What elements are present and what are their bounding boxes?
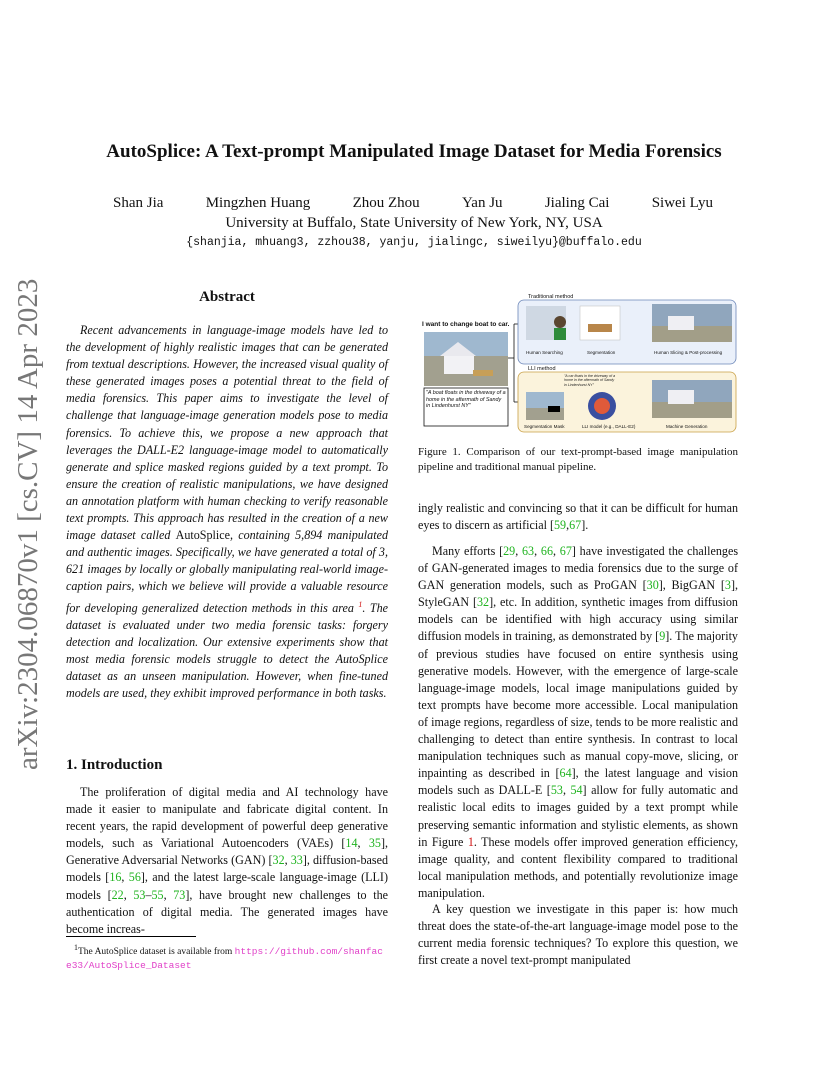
lli-prompt-quote: "A car floats in the driveway of a home in the aftermath of Sandy in Lindenhurst NY" bbox=[564, 374, 616, 387]
citation-link[interactable]: 64 bbox=[559, 766, 572, 781]
footnote: $^1$The AutoSplice dataset is available from https://github.com/shanface33/AutoSplice_Dataset bbox=[66, 943, 383, 972]
citation-link[interactable]: 56 bbox=[128, 870, 141, 885]
citation-link[interactable]: 3 bbox=[724, 578, 731, 593]
citation-link[interactable]: 16 bbox=[109, 870, 122, 885]
citation-link[interactable]: 32 bbox=[476, 595, 490, 610]
citation-link[interactable]: 53 bbox=[550, 783, 563, 798]
prompt-title: I want to change boat to car. bbox=[422, 321, 510, 328]
citation-link[interactable]: 33 bbox=[290, 853, 303, 868]
citation-link[interactable]: 22 bbox=[111, 887, 124, 902]
author-emails: {shanjia, mhuang3, zzhou38, yanju, jialingc, siweilyu}@buffalo.edu bbox=[186, 236, 642, 249]
caption-quote: "A boat floats in the driveway of a home in the aftermath of Sandy in Lindenhurst NY" bbox=[426, 390, 506, 410]
section-heading-introduction: 1. Introduction bbox=[66, 757, 163, 773]
citation-link[interactable]: 67 bbox=[569, 518, 582, 533]
citation-link[interactable]: 29 bbox=[503, 544, 516, 558]
segmentation-illustration bbox=[580, 306, 620, 340]
citation-link[interactable]: 53 bbox=[133, 887, 146, 902]
author-list bbox=[113, 195, 713, 212]
traditional-method-label: Traditional method bbox=[528, 294, 574, 300]
introduction-body: The proliferation of digital media and AI technology have made it easier to manipulate and fabricate digital content. In recent years, the rapid development of powerful deep generative models, such as Variational Autoencoders (VAEs) [14, 35], Generative Adversarial Networks (GAN) [32, 33], diffusion-based models [16, 56], and the latest large-scale language-image (LLI) models [22, 53–55, 73], have brought new challenges to the authentication of digital media. The generated images have become increas- bbox=[66, 785, 388, 936]
citation-link[interactable]: 30 bbox=[646, 578, 659, 593]
citation-link[interactable]: 9 bbox=[659, 629, 666, 644]
figure-link[interactable]: 1 bbox=[467, 834, 474, 849]
author-name: Siwei Lyu bbox=[651, 195, 713, 211]
step-human-searching: Human Searching bbox=[526, 350, 563, 355]
citation-link[interactable]: 66 bbox=[540, 544, 553, 558]
arxiv-identifier: arXiv:2304.06870v1 [cs.CV] 14 Apr 2023 bbox=[12, 278, 44, 770]
step-segmentation: Segmentation bbox=[587, 350, 616, 355]
citation-link[interactable]: 35 bbox=[368, 836, 381, 851]
paragraph: A key question we investigate in this paper is: how much threat does the state-of-the-art language-image model pose to the current media forensic techniques? To explore this question, we first create a novel text-prompt manipulated bbox=[418, 902, 738, 968]
author-name: Shan Jia bbox=[113, 195, 164, 211]
footnote-marker[interactable]: 1 bbox=[358, 599, 363, 609]
paragraph: ingly realistic and convincing so that it can be difficult for human eyes to discern as artificial [59,67]. bbox=[418, 501, 738, 533]
figure-caption: Figure 1. Comparison of our text-prompt-based image manipulation pipeline and traditional manual pipeline. bbox=[418, 446, 738, 473]
abstract-heading: Abstract bbox=[199, 289, 255, 305]
lli-method-label: LLI method bbox=[528, 366, 556, 372]
citation-link[interactable]: 67 bbox=[559, 544, 572, 558]
citation-link[interactable]: 54 bbox=[570, 783, 583, 798]
author-name: Jialing Cai bbox=[544, 195, 610, 211]
citation-link[interactable]: 59 bbox=[554, 518, 567, 533]
citation-link[interactable]: 63 bbox=[522, 544, 535, 558]
citation-link[interactable]: 55 bbox=[151, 887, 164, 902]
citation-link[interactable]: 32 bbox=[272, 853, 285, 868]
author-name: Yan Ju bbox=[461, 195, 503, 211]
paragraph: Many efforts [29, 63, 66, 67] have investigated the challenges of GAN-generated images to media forensics due to the surge of GAN generation models, such as ProGAN [30], BigGAN [3], StyleGAN [32], etc. In addition, synthetic images from diffusion models can be identified with high accuracy using similar diffusion models in training, as demonstrated by [9]. The majority of previous studies have focused on entire synthesis using generative models. However, with the emergence of large-scale language-image models, local image manipulations guided by text prompts have become more accessible. Local manipulation of image regions, regardless of size, tends to be more realistic and challenging to detect than entire synthesis. In contrast to local manipulation techniques such as manual copy-move, slicing, or inpainting as described in [64], the latest language and vision models such as DALL-E [53, 54] allow for fully automatic and realistic local edits to images guided by a text prompt while preserving semantic information and stylistic elements, as shown in Figure 1. These models offer improved generation efficiency, image quality, and content flexibility compared to traditional local manipulation methods, and potentially revolutionize image manipulation. bbox=[418, 544, 739, 900]
author-name: Mingzhen Huang bbox=[205, 195, 311, 211]
dataset-url-link[interactable]: https://github.com/shanface33/AutoSplice_Dataset bbox=[66, 946, 383, 972]
citation-link[interactable]: 14 bbox=[345, 836, 358, 851]
step-human-slicing: Human Slicing & Post-processing bbox=[654, 350, 723, 355]
dataset-name: AutoSplice bbox=[175, 528, 231, 543]
figure-1 bbox=[418, 292, 738, 434]
paper-title: AutoSplice: A Text-prompt Manipulated Image Dataset for Media Forensics bbox=[106, 141, 722, 162]
abstract-body: Recent advancements in language-image models have led to the development of highly realistic images that can be generated from textual descriptions. However, the increased visual quality of these generated images poses a potential threat to the field of media forensics. This paper aims to investigate the level of challenge that language-image generation models pose to media forensics. To achieve this, we propose a new approach that leverages the DALL-E2 language-image model to automatically generate and splice masked regions guided by a text prompt. To ensure the creation of realistic manipulations, we have designed an annotation platform with human checking to verify reasonable text prompts. This approach has resulted in the creation of a new image dataset called AutoSplice, containing 5,894 manipulated and authentic images. Specifically, we have generated a total of 3, 621 images by locally or globally manipulating real-world image-caption pairs, which we believe will provide a valuable resource for developing generalized detection methods in this area $^1$. The dataset is evaluated under two media forensic tasks: forgery detection and localization. Our extensive experiments show that most media forensic models struggle to detect the AutoSplice dataset as an unseen manipulation. However, when fine-tuned models are used, they exhibit improved performance in both tasks. bbox=[66, 323, 388, 700]
step-lli-model: LLI model (e.g., DALL-E2) bbox=[582, 424, 636, 429]
affiliation: University at Buffalo, State University of New York, NY, USA bbox=[225, 215, 603, 231]
author-name: Zhou Zhou bbox=[352, 195, 420, 211]
step-segmentation-mask: Segmentation Mask bbox=[524, 424, 565, 429]
footnote-rule bbox=[66, 936, 196, 937]
citation-link[interactable]: 73 bbox=[173, 887, 186, 902]
step-machine-generation: Machine Generation bbox=[666, 424, 708, 429]
